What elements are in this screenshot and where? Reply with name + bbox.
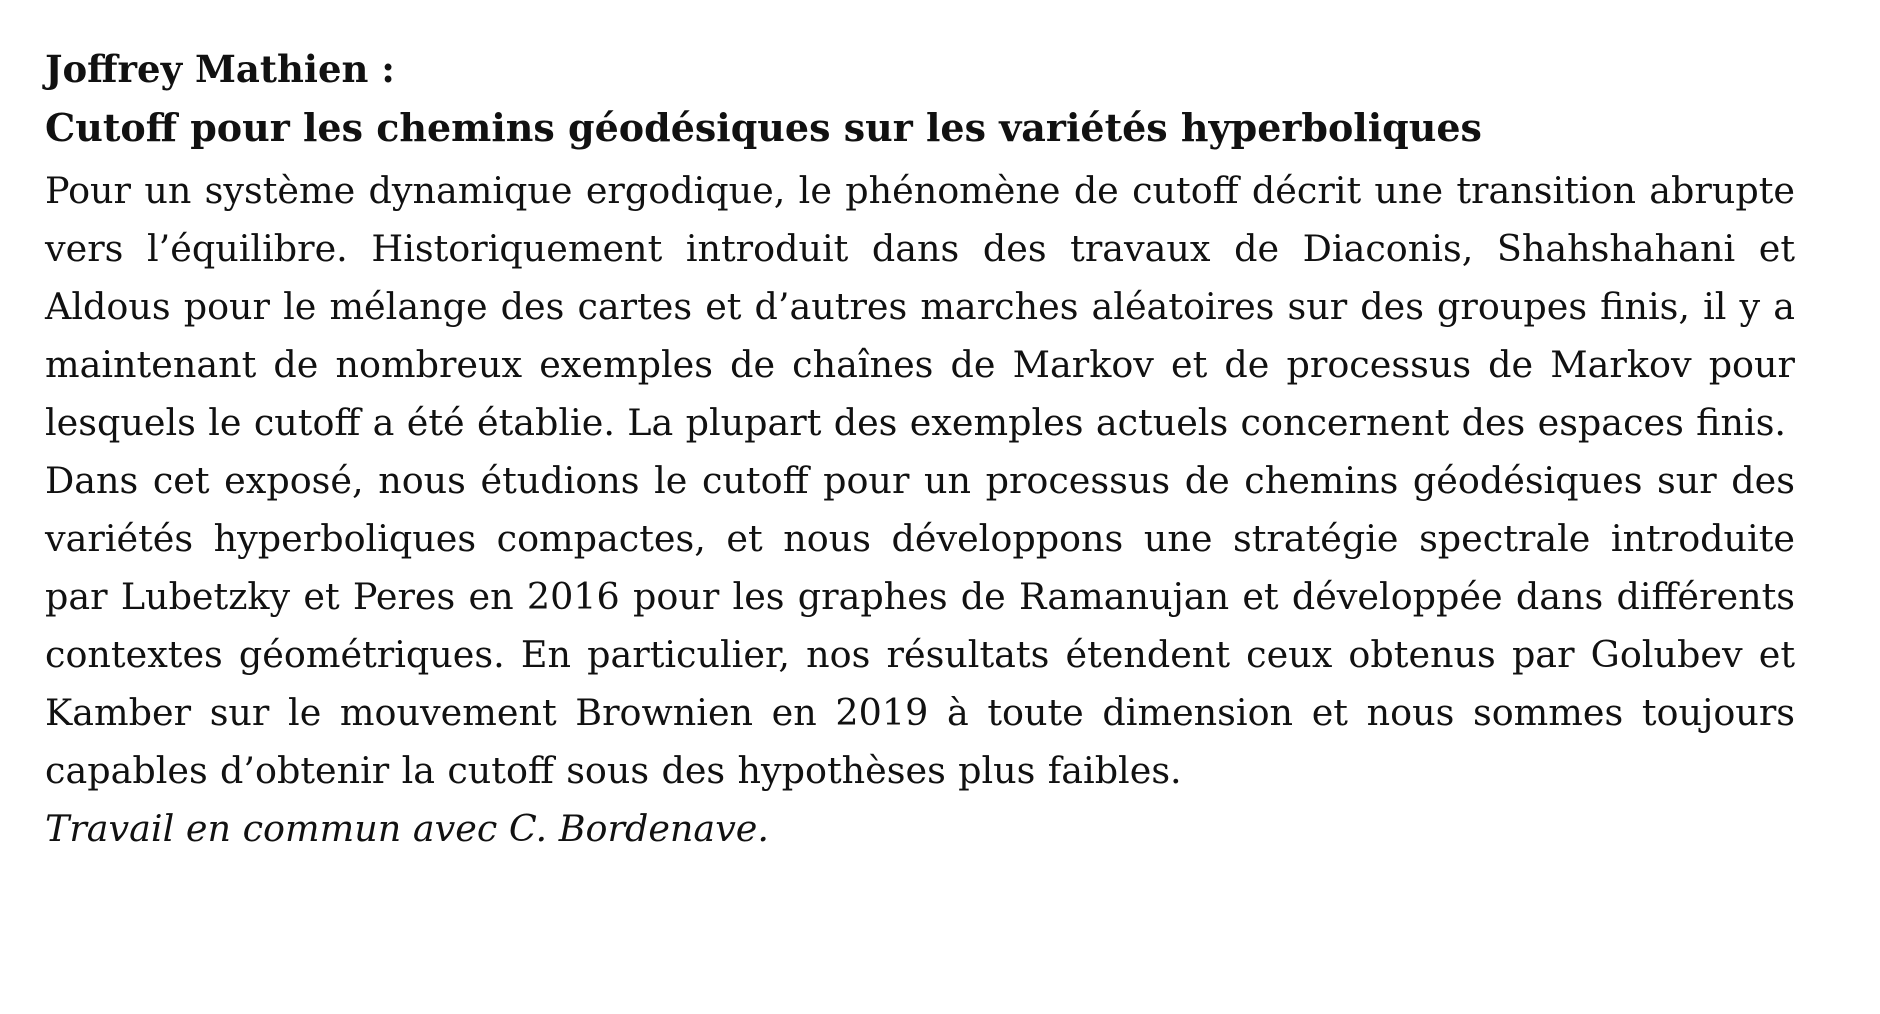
- abstract-paragraph-1: Pour un système dynamique ergodique, le phénomène de cutoff décrit une transition abrupte vers l’équilibre. Historiquement introduit dans des travaux de Diaconis, Shahshahani et Aldous pour le mélange des cartes et d’autres marches aléatoires sur des groupes finis, il y a maintenant de nombreux exemples de chaînes de Markov et de processus de Markov pour lesquels le cutoff a été établie. La plupart des exemples actuels concernent des espaces finis.: [45, 169, 1795, 444]
- joint-work-credit: Travail en commun avec C. Bordenave.: [45, 807, 770, 850]
- abstract-paragraph-2: Dans cet exposé, nous étudions le cutoff pour un processus de chemins géodésiques sur des variétés hyperboliques compactes, et nous développons une stratégie spectrale introduite par Lubetzky et Peres en 2016 pour les graphes de Ramanujan et développée dans différents contextes géométriques. En particulier, nos résultats étendent ceux obtenus par Golubev et Kamber sur le mouvement Brownien en 2019 à toute dimension et nous sommes toujours capables d’obtenir la cutoff sous des hypothèses plus faibles.: [45, 459, 1795, 792]
- abstract-page: [45, 40, 1795, 858]
- author-name: Joffrey Mathien :: [45, 47, 395, 91]
- talk-title: Cutoff pour les chemins géodésiques sur les variétés hyperboliques: [45, 105, 1482, 150]
